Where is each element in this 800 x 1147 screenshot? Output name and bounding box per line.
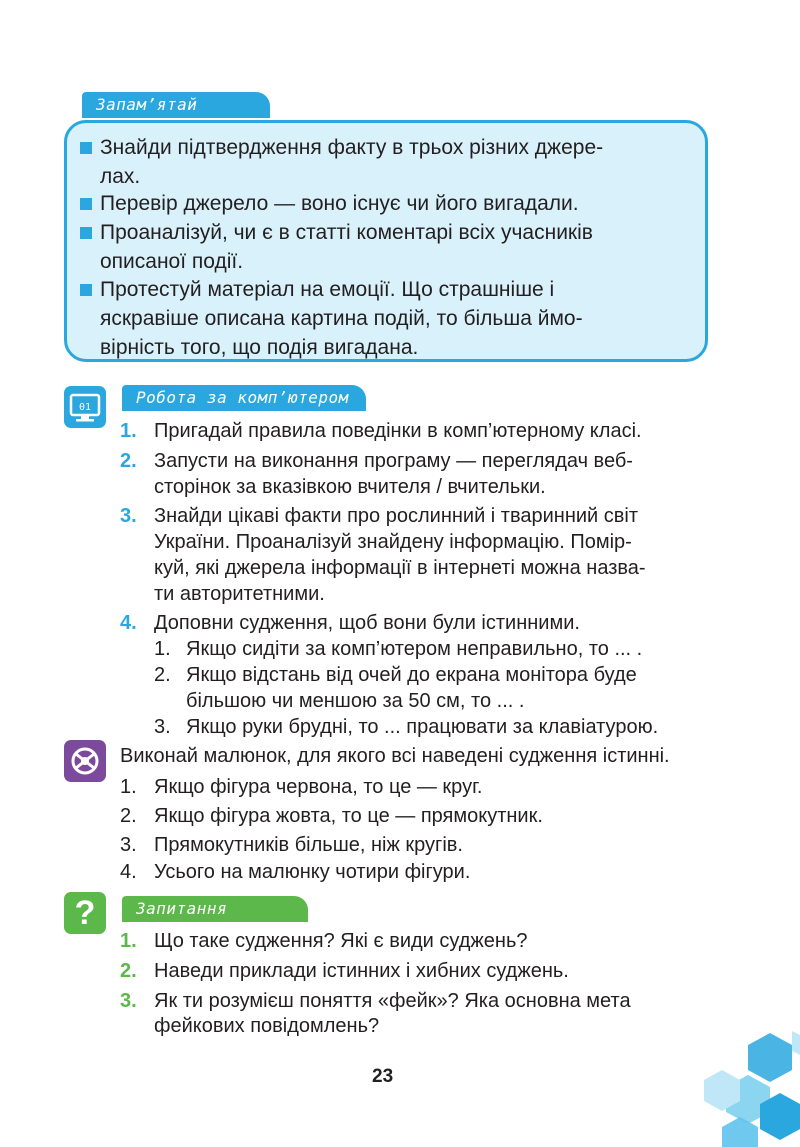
question-number: 3. — [120, 990, 137, 1012]
questions-title: Запитання — [122, 896, 308, 922]
remember-line: Перевір джерело — воно існує чи його вигадали. — [100, 192, 579, 215]
question-icon — [64, 892, 106, 934]
remember-line: вірність того, що подія вигадана. — [100, 336, 419, 359]
item-number: 3. — [120, 505, 137, 527]
computer-line: куй, які джерела інформації в інтернеті можна назва- — [154, 557, 646, 579]
question-number: 2. — [120, 960, 137, 982]
question-icon-label: ? — [74, 894, 96, 932]
monitor-icon — [64, 386, 106, 428]
sub-line: Якщо руки брудні, то ... працювати за клавіатурою. — [186, 716, 659, 738]
remember-title: Запам’ятай — [82, 92, 270, 118]
computer-line: України. Проаналізуй знайдену інформацію. Помір- — [154, 531, 632, 553]
task-number: 2. — [120, 805, 137, 827]
question-line: Що таке судження? Які є види суджень? — [154, 930, 528, 952]
sub-line: Якщо відстань від очей до екрана монітора буде — [186, 664, 637, 686]
task-number: 4. — [120, 861, 137, 883]
sub-line: більшою чи меншою за 50 см, то ... . — [186, 690, 525, 712]
bullet-icon — [80, 142, 92, 154]
question-line: Як ти розумієш поняття «фейк»? Яка основна мета — [154, 990, 631, 1012]
remember-line: яскравіше описана картина подій, то більша ймо- — [100, 307, 583, 330]
task-item: Якщо фігура червона, то це — круг. — [154, 776, 483, 798]
sub-line: Якщо сидіти за комп’ютером неправильно, то ... . — [186, 638, 643, 660]
task-item: Усього на малюнку чотири фігури. — [154, 861, 471, 883]
item-number: 2. — [120, 450, 137, 472]
task-item: Прямокутників більше, ніж кругів. — [154, 834, 463, 856]
monitor-icon-label: 01 — [78, 402, 92, 413]
question-line: фейкових повідомлень? — [154, 1015, 380, 1037]
computer-line: сторінок за вказівкою вчителя / вчительки. — [154, 476, 546, 498]
puzzle-icon — [64, 740, 106, 782]
remember-line: описаної події. — [100, 250, 244, 273]
question-number: 1. — [120, 930, 137, 952]
bullet-icon — [80, 198, 92, 210]
question-line: Наведи приклади істинних і хибних суджень. — [154, 960, 569, 982]
hexagon-decoration-icon — [700, 1025, 800, 1147]
remember-line: лах. — [100, 165, 141, 188]
computer-title: Робота за комп’ютером — [122, 385, 366, 411]
item-number: 4. — [120, 612, 137, 634]
task-number: 3. — [120, 834, 137, 856]
computer-line: Доповни судження, щоб вони були істинними. — [154, 612, 580, 634]
sub-number: 2. — [154, 664, 171, 686]
computer-line: Пригадай правила поведінки в комп’ютерному класі. — [154, 420, 642, 442]
sub-number: 3. — [154, 716, 171, 738]
bullet-icon — [80, 227, 92, 239]
sub-number: 1. — [154, 638, 171, 660]
task-number: 1. — [120, 776, 137, 798]
computer-line: Запусти на виконання програму — переглядач веб- — [154, 450, 633, 472]
task-intro: Виконай малюнок, для якого всі наведені судження істинні. — [120, 745, 670, 767]
remember-line: Проаналізуй, чи є в статті коментарі всіх учасників — [100, 221, 593, 244]
computer-line: Знайди цікаві факти про рослинний і тваринний світ — [154, 505, 639, 527]
task-item: Якщо фігура жовта, то це — прямокутник. — [154, 805, 543, 827]
bullet-icon — [80, 284, 92, 296]
computer-line: ти авторитетними. — [154, 583, 325, 605]
remember-line: Протестуй матеріал на емоції. Що страшніше і — [100, 278, 555, 301]
remember-line: Знайди підтвердження факту в трьох різних джере- — [100, 136, 604, 159]
item-number: 1. — [120, 420, 137, 442]
page-number: 23 — [372, 1066, 394, 1087]
